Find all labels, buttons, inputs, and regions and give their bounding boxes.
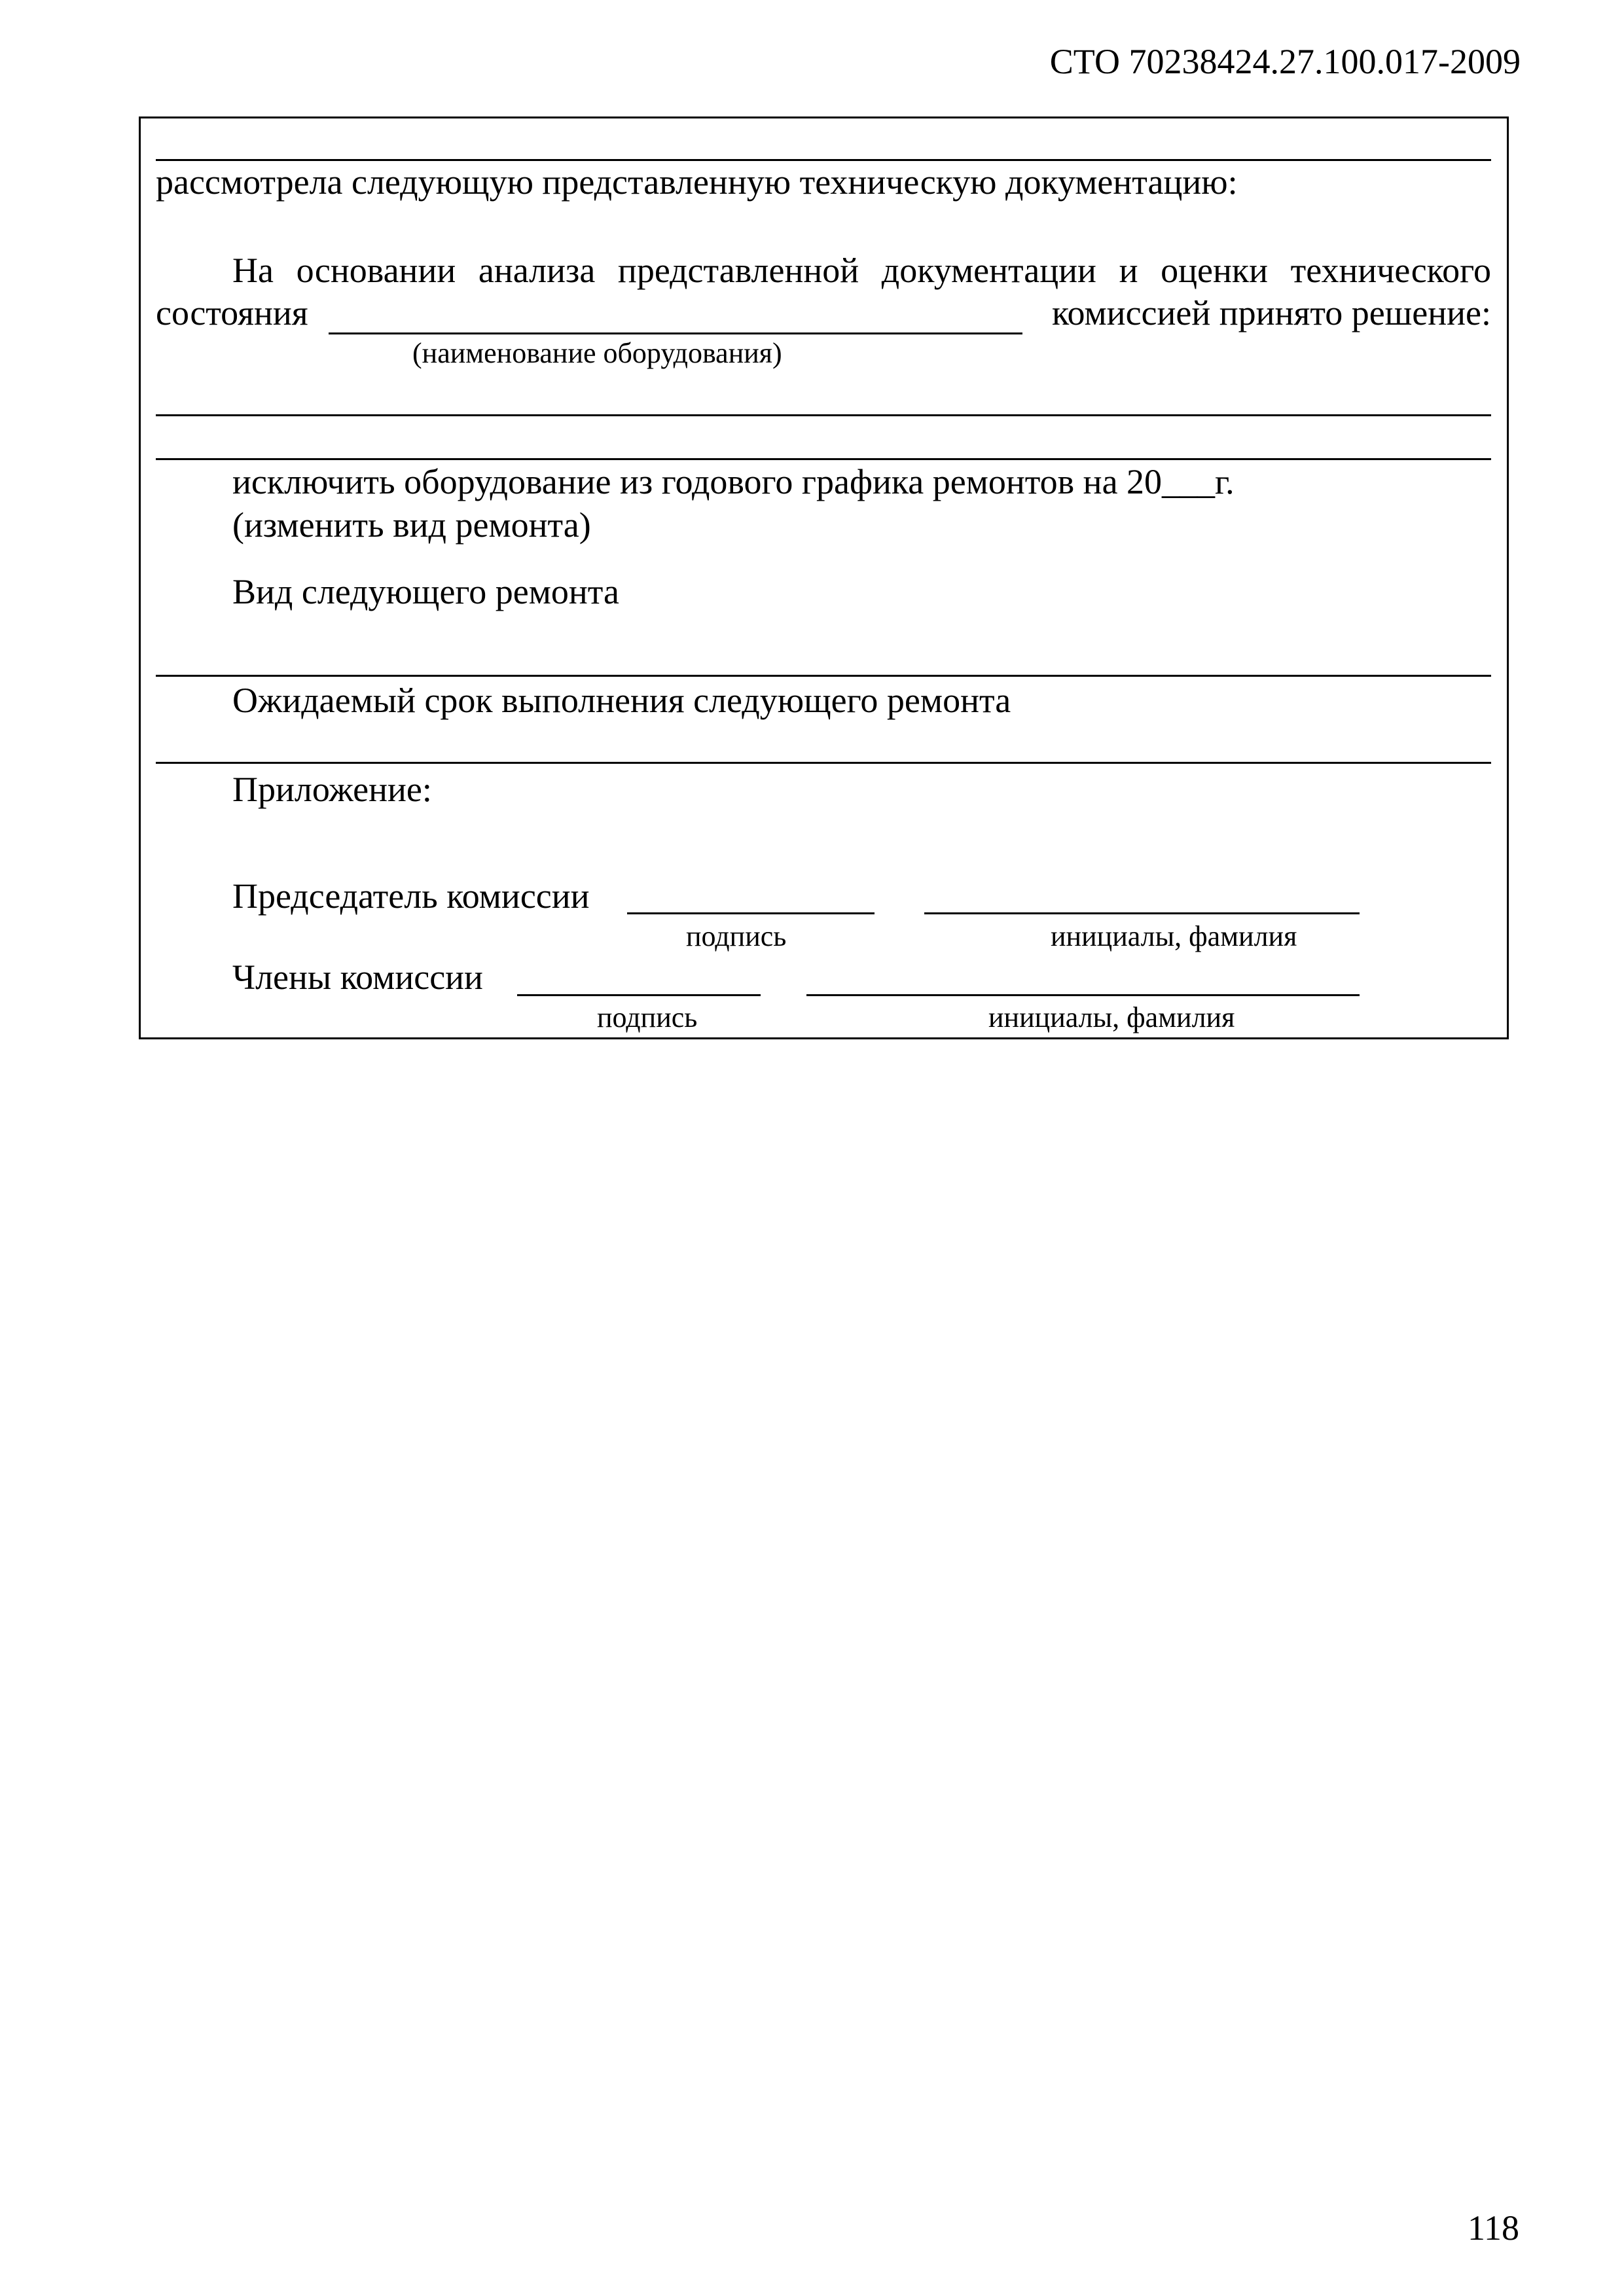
basis-word: документации [881, 251, 1096, 290]
basis-line2-end: комиссией принято решение: [1052, 293, 1491, 332]
members-signature-caption: подпись [597, 1001, 698, 1033]
basis-word: На [232, 251, 274, 290]
exclude-text: исключить оборудование из годового графика ремонтов на 20___г. [232, 462, 1235, 501]
document-code: СТО 70238424.27.100.017-2009 [1049, 42, 1521, 81]
basis-word: и [1119, 251, 1138, 290]
chairman-name-caption: инициалы, фамилия [1051, 920, 1297, 952]
expected-date-field [156, 762, 1491, 764]
chairman-signature-caption: подпись [686, 920, 787, 952]
chairman-label: Председатель комиссии [232, 876, 590, 916]
page-number: 118 [1468, 2208, 1519, 2248]
members-name-field [806, 994, 1360, 996]
change-repair-text: (изменить вид ремонта) [232, 505, 591, 545]
basis-word: оценки [1161, 251, 1268, 290]
reviewed-docs-text: рассмотрела следующую представленную техническую документацию: [156, 162, 1238, 202]
members-signature-field [517, 994, 761, 996]
decision-line-2 [156, 458, 1491, 460]
basis-word: технического [1290, 251, 1491, 290]
decision-line-1 [156, 414, 1491, 416]
expected-date-label: Ожидаемый срок выполнения следующего ремонта [232, 681, 1011, 720]
basis-paragraph-line1 [232, 249, 1491, 291]
members-label: Члены комиссии [232, 958, 483, 997]
chairman-name-field [924, 912, 1360, 914]
next-repair-type-label: Вид следующего ремонта [232, 572, 619, 611]
basis-word: анализа [478, 251, 596, 290]
attachment-label: Приложение: [232, 770, 432, 809]
next-repair-type-field [156, 675, 1491, 677]
basis-line2-start: состояния [156, 293, 308, 332]
basis-word: представленной [617, 251, 859, 290]
members-name-caption: инициалы, фамилия [988, 1001, 1235, 1033]
equipment-name-caption: (наименование оборудования) [412, 337, 782, 369]
basis-word: основании [296, 251, 456, 290]
chairman-signature-field [627, 912, 875, 914]
equipment-name-field [329, 332, 1022, 334]
